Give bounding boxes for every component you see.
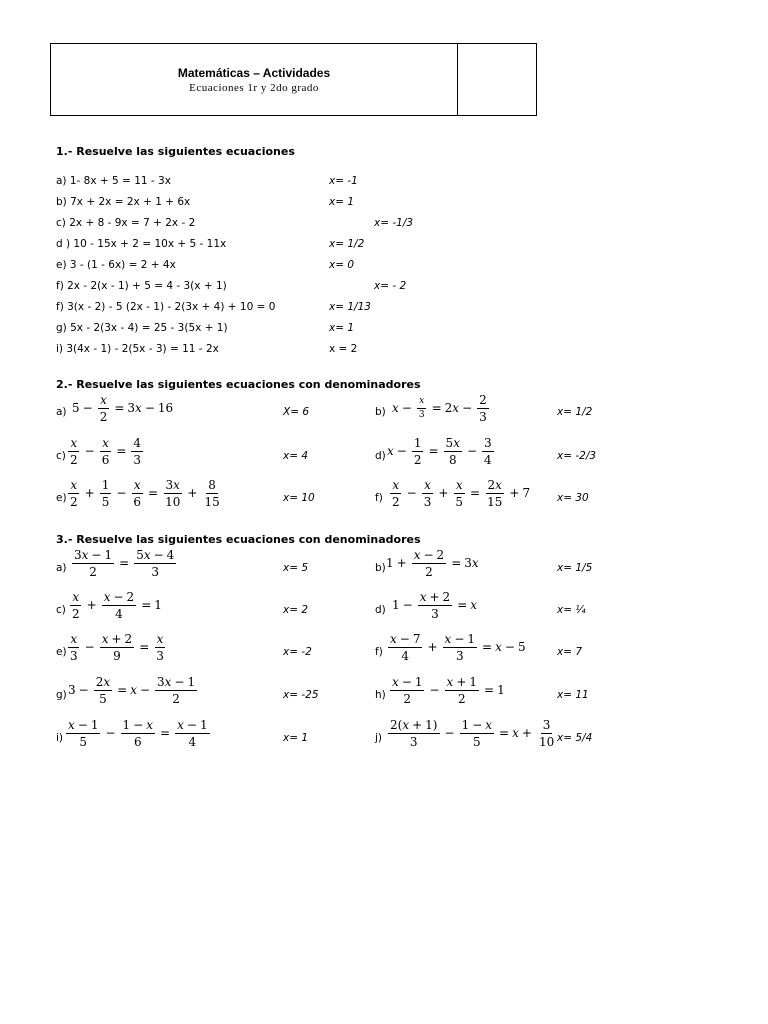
- s2-equation-b: x − $\frac{x}{3}$ = 2x − $\frac{2}{3}$: [392, 393, 487, 424]
- s1-equation-g: g) 5x - 2(3x - 4) = 25 - 3(5x + 1): [56, 322, 228, 334]
- s1-equation-f: f) 2x - 2(x - 1) + 5 = 4 - 3(x + 1): [56, 280, 227, 292]
- s1-equation-e: e) 3 - (1 - 6x) = 2 + 4x: [56, 259, 176, 271]
- s2-label-a: a): [56, 406, 67, 418]
- section-1-title: 1.- Resuelve las siguientes ecuaciones: [56, 145, 295, 158]
- s1-answer-d: x= 1/2: [329, 238, 365, 250]
- s3-equation-a: $\frac{3x - 1}{2}$ = $\frac{5x - 4}{3}$: [74, 548, 175, 579]
- s3-equation-b: 1 + $\frac{x - 2}{2}$ = 3x: [386, 548, 479, 579]
- s3-label-c: c): [56, 604, 66, 616]
- s1-answer-i: x = 2: [329, 343, 358, 355]
- page-title: Matemáticas – Actividades: [177, 66, 331, 80]
- s3-label-b: b): [375, 562, 386, 574]
- section-3-title: 3.- Resuelve las siguientes ecuaciones con denominadores: [56, 533, 421, 546]
- s3-equation-h: $\frac{x - 1}{2}$ − $\frac{x + 1}{2}$ = 1: [392, 675, 505, 706]
- s1-answer-b: x= 1: [329, 196, 355, 208]
- s2-equation-c: $\frac{x}{2}$ − $\frac{x}{6}$ = $\frac{4}{3}$: [70, 436, 142, 467]
- s3-label-d: d): [375, 604, 386, 616]
- s3-equation-e: $\frac{x}{3}$ − $\frac{x + 2}{9}$ = $\frac{x}{3}$: [70, 632, 164, 663]
- s3-answer-h: x= 11: [557, 689, 589, 701]
- s3-label-a: a): [56, 562, 67, 574]
- s3-equation-g: 3 − $\frac{2x}{5}$ = x − $\frac{3x - 1}{2}$: [68, 675, 196, 706]
- s1-answer-e: x= 0: [329, 259, 355, 271]
- header-box: [50, 43, 537, 116]
- s2-answer-a: X= 6: [283, 406, 310, 418]
- s3-label-h: h): [375, 689, 386, 701]
- s1-answer-f2: x= 1/13: [329, 301, 371, 313]
- s3-answer-a: x= 5: [283, 562, 309, 574]
- s3-answer-c: x= 2: [283, 604, 309, 616]
- s1-answer-f: x= - 2: [374, 280, 407, 292]
- s2-answer-f: x= 30: [557, 492, 589, 504]
- s1-equation-i: i) 3(4x - 1) - 2(5x - 3) = 11 - 2x: [56, 343, 219, 355]
- s2-answer-c: x= 4: [283, 450, 309, 462]
- s2-label-c: c): [56, 450, 66, 462]
- s3-equation-j: $\frac{2(x + 1)}{3}$ − $\frac{1 - x}{5}$ = x + $\frac{3}{10}$: [390, 718, 555, 749]
- s3-label-j: j): [375, 732, 383, 744]
- s3-label-f: f): [375, 646, 383, 658]
- s2-equation-d: x − $\frac{1}{2}$ = $\frac{5x}{8}$ − $\frac{3}{4}$: [387, 436, 492, 467]
- s1-equation-f2: f) 3(x - 2) - 5 (2x - 1) - 2(3x + 4) + 10 = 0: [56, 301, 276, 313]
- s2-answer-b: x= 1/2: [557, 406, 593, 418]
- s3-answer-i: x= 1: [283, 732, 309, 744]
- s1-equation-d: d ) 10 - 15x + 2 = 10x + 5 - 11x: [56, 238, 227, 250]
- s3-equation-c: $\frac{x}{2}$ + $\frac{x - 2}{4}$ = 1: [72, 590, 162, 621]
- page-subtitle: Ecuaciones 1r y 2do grado: [189, 82, 319, 94]
- s1-answer-g: x= 1: [329, 322, 355, 334]
- s3-answer-e: x= -2: [283, 646, 312, 658]
- s3-equation-f: $\frac{x - 7}{4}$ + $\frac{x - 1}{3}$ = x − 5: [390, 632, 526, 663]
- s2-equation-a: 5 − $\frac{x}{2}$ = 3x − 16: [72, 393, 174, 424]
- s2-label-e: e): [56, 492, 67, 504]
- s3-label-i: i): [56, 732, 64, 744]
- s3-answer-f: x= 7: [557, 646, 583, 658]
- s3-label-g: g): [56, 689, 67, 701]
- s2-answer-e: x= 10: [283, 492, 315, 504]
- s1-answer-c: x= -1/3: [374, 217, 414, 229]
- s3-equation-d: 1 − $\frac{x + 2}{3}$ = x: [392, 590, 478, 621]
- s1-equation-c: c) 2x + 8 - 9x = 7 + 2x - 2: [56, 217, 196, 229]
- s2-label-d: d): [375, 450, 386, 462]
- s2-equation-e: $\frac{x}{2}$ + $\frac{1}{5}$ − $\frac{x}{6}$ = $\frac{3x}{10}$ + $\frac{8}{15}$: [70, 478, 220, 509]
- header-side-cell: [457, 44, 536, 115]
- s3-answer-b: x= 1/5: [557, 562, 593, 574]
- s3-answer-j: x= 5/4: [557, 732, 593, 744]
- s1-equation-b: b) 7x + 2x = 2x + 1 + 6x: [56, 196, 191, 208]
- s3-label-e: e): [56, 646, 67, 658]
- s3-answer-d: x= ¼: [557, 604, 586, 616]
- s2-label-b: b): [375, 406, 386, 418]
- s2-equation-f: $\frac{x}{2}$ − $\frac{x}{3}$ + $\frac{x}{5}$ = $\frac{2x}{15}$ + 7: [392, 478, 531, 509]
- s2-answer-d: x= -2/3: [557, 450, 597, 462]
- s1-answer-a: x= -1: [329, 175, 358, 187]
- s3-equation-i: $\frac{x - 1}{5}$ − $\frac{1 - x}{6}$ = $\frac{x - 1}{4}$: [68, 718, 208, 749]
- s2-label-f: f): [375, 492, 383, 504]
- section-2-title: 2.- Resuelve las siguientes ecuaciones con denominadores: [56, 378, 421, 391]
- s1-equation-a: a) 1- 8x + 5 = 11 - 3x: [56, 175, 171, 187]
- s3-answer-g: x= -25: [283, 689, 319, 701]
